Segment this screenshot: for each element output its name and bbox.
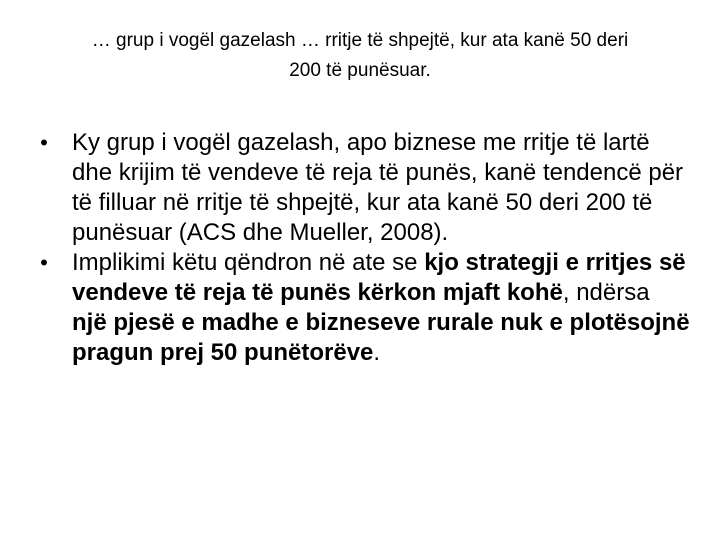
bullet-text-segment: Implikimi këtu qëndron në ate se [72,249,425,276]
bullet-text-emphasis: një pjesë e madhe e bizneseve rurale nuk e plotësojnë pragun prej 50 punëtorëve [72,309,690,366]
title-line-1: … grup i vogël gazelash … rritje të shpejtë, kur ata kanë 50 deri [91,30,629,51]
bullet-list [30,128,690,368]
bullet-text-segment: , ndërsa [562,279,650,306]
title-line-2: 200 të punësuar. [289,60,431,81]
bullet-item-1 [30,128,690,248]
bullet-item-2 [30,248,690,368]
bullet-text: Ky grup i vogël gazelash, apo biznese me rritje të lartë dhe krijim të vendeve të reja të punës, kanë tendencë për të filluar në rritje të shpejtë, kur ata kanë 50 deri 200 të punësuar (ACS dhe Mueller, 2008). [72,129,684,246]
slide-title [40,26,680,86]
bullet-icon: • [40,250,48,275]
bullet-text-segment: . [373,339,381,366]
bullet-text-emphasis: kjo strategji e rritjes së vendeve të reja të punës kërkon mjaft kohë [72,249,686,306]
bullet-icon: • [40,130,48,155]
bullet-text [72,248,690,368]
